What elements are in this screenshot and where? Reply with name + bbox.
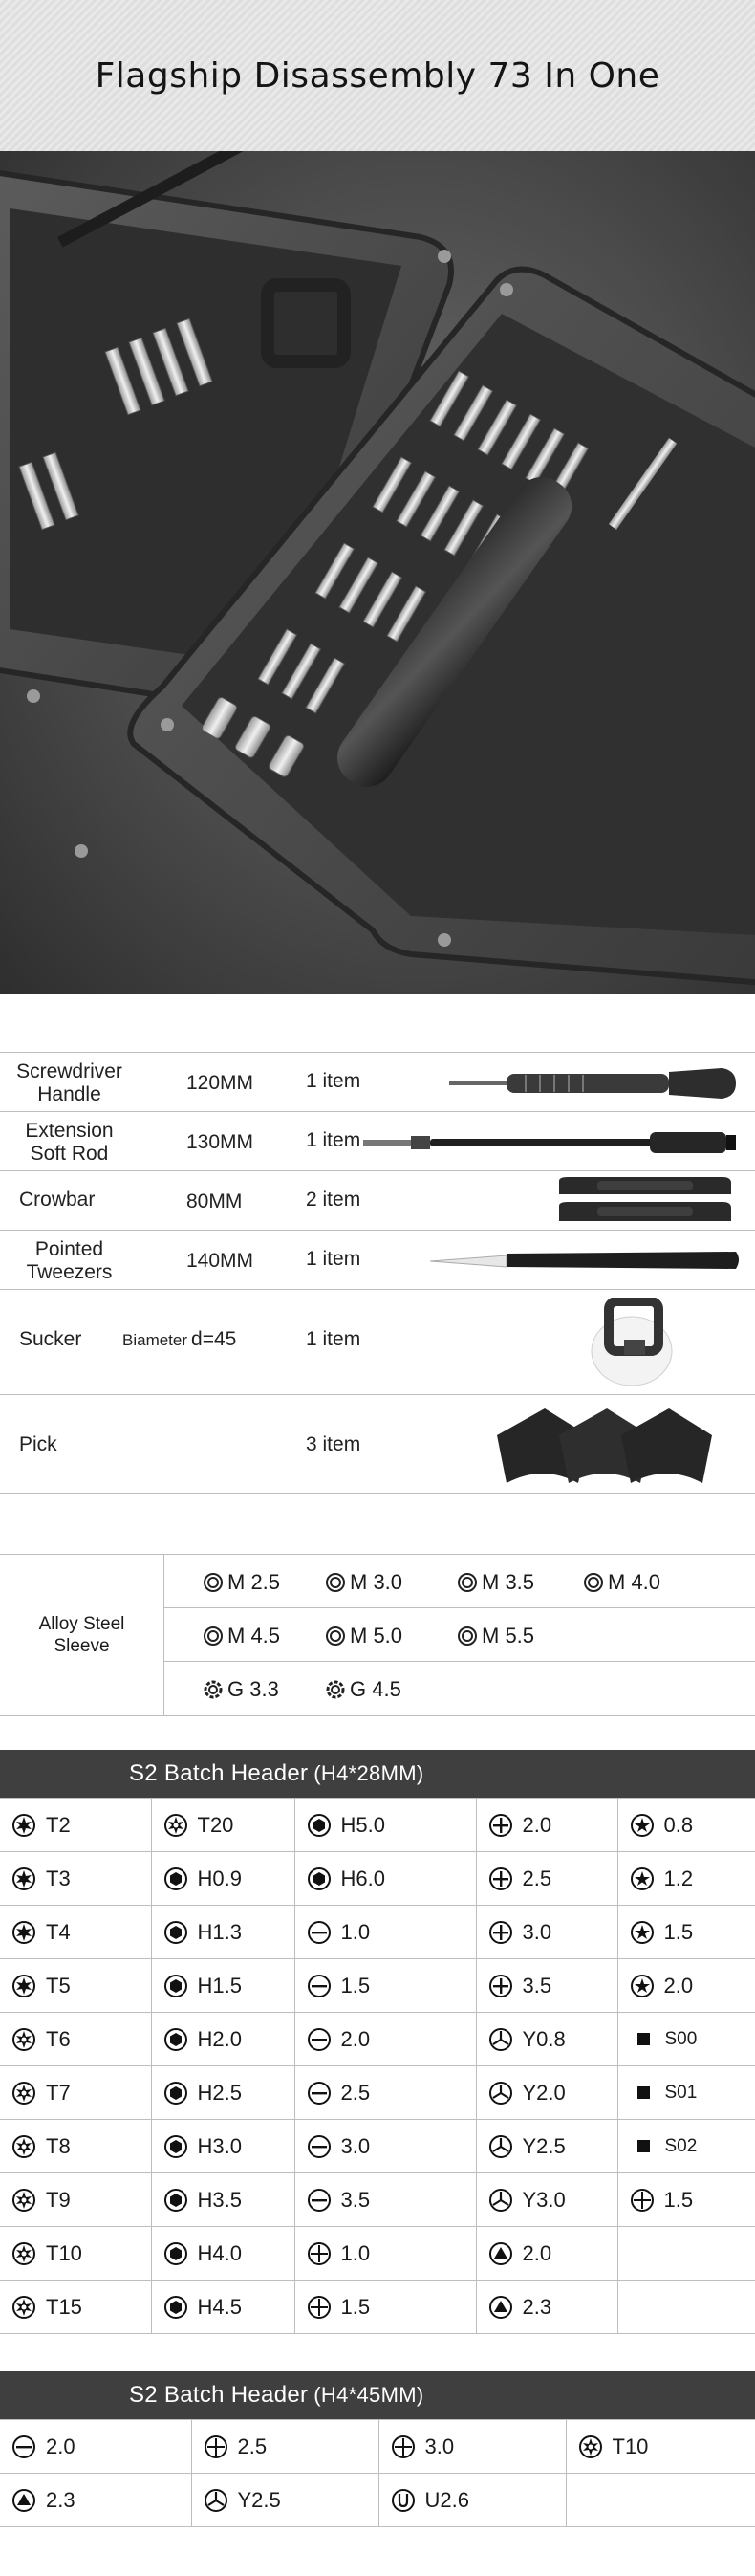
tweezers-icon	[430, 1248, 745, 1273]
bit-label: H2.5	[197, 2080, 242, 2105]
bit-label: T4	[46, 1919, 71, 1944]
bit-label: Y2.0	[522, 2080, 566, 2105]
bit-cell	[476, 2173, 617, 2227]
bit-row	[0, 2173, 755, 2227]
bit-cell	[294, 1959, 476, 2013]
bit-label: 0.8	[663, 1812, 694, 1837]
tool-size: 120MM	[186, 1072, 254, 1094]
bit-cell	[191, 2474, 378, 2527]
triangle-icon	[11, 2488, 36, 2513]
bit-cell	[0, 1852, 151, 1906]
extension-rod-icon	[363, 1124, 745, 1162]
tool-qty: 3 item	[306, 1433, 361, 1455]
bit-row	[0, 1959, 755, 2013]
bit-cell	[294, 2013, 476, 2066]
bit-label: 3.0	[340, 2133, 371, 2158]
tool-size-prefix: Biameter	[122, 1331, 188, 1349]
bit-cell	[617, 2120, 755, 2173]
bit-label: 1.0	[340, 2240, 371, 2265]
s2-28-grid	[0, 1798, 755, 2334]
bit-cell	[617, 1799, 755, 1852]
bit-label: 3.5	[340, 2187, 371, 2212]
bit-cell	[151, 2013, 294, 2066]
s2-45-header	[0, 2371, 755, 2419]
bit-label: T7	[46, 2080, 71, 2105]
slotted-icon	[307, 1974, 332, 1998]
section-title: S2 Batch Header	[129, 2382, 309, 2408]
sleeve-item: M 2.5	[203, 1570, 280, 1595]
bit-label: 2.3	[522, 2294, 552, 2319]
tool-name: Crowbar	[19, 1189, 96, 1211]
crowbar-icon	[554, 1175, 736, 1229]
bit-cell	[151, 2227, 294, 2281]
bit-cell	[151, 1906, 294, 1959]
bit-label: 3.0	[424, 2434, 455, 2458]
bit-cell	[0, 1959, 151, 2013]
bit-cell	[0, 2013, 151, 2066]
bit-label: 1.5	[340, 1973, 371, 1997]
nut-icon	[325, 1626, 346, 1647]
hex-icon	[307, 1867, 332, 1891]
bit-label: T15	[46, 2294, 82, 2319]
bit-cell	[378, 2420, 566, 2474]
product-photo	[0, 151, 755, 994]
bit-cell	[151, 1852, 294, 1906]
tri-wing-icon	[204, 2488, 228, 2513]
sleeve-item: M 5.0	[325, 1624, 402, 1648]
sleeve-item: M 3.5	[457, 1570, 534, 1595]
bit-cell	[476, 2120, 617, 2173]
bit-label: T9	[46, 2187, 71, 2212]
bit-label: 1.5	[663, 2187, 694, 2212]
bit-cell	[566, 2420, 755, 2474]
hex-icon	[163, 1920, 188, 1945]
bit-label: 2.0	[522, 2240, 552, 2265]
tool-size: 140MM	[186, 1250, 254, 1272]
slotted-icon	[307, 2027, 332, 2052]
bit-label: S00	[664, 2028, 698, 2049]
bit-cell	[0, 2474, 191, 2527]
hex-icon	[163, 1867, 188, 1891]
bit-label: 3.0	[522, 1919, 552, 1944]
torx-security-icon	[578, 2434, 603, 2459]
bit-label: T8	[46, 2133, 71, 2158]
nut-icon	[325, 1572, 346, 1593]
bit-label: U2.6	[424, 2487, 469, 2512]
pentalobe-icon	[630, 1813, 655, 1838]
bit-cell	[378, 2474, 566, 2527]
torx-security-icon	[11, 2027, 36, 2052]
nut-icon	[203, 1572, 224, 1593]
tool-row-extension-rod	[0, 1111, 755, 1170]
sleeve-item: G 4.5	[325, 1677, 401, 1702]
bit-label: T10	[612, 2434, 649, 2458]
torx-icon	[11, 1867, 36, 1891]
phillips-icon	[488, 1813, 513, 1838]
pentalobe-icon	[630, 1920, 655, 1945]
bit-label: S01	[664, 2082, 698, 2103]
phillips-icon	[488, 1920, 513, 1945]
tool-name: Pointed Tweezers	[26, 1238, 113, 1283]
slotted-icon	[307, 2134, 332, 2159]
bit-label: 2.5	[340, 2080, 371, 2105]
tool-size: 80MM	[186, 1190, 243, 1212]
tool-row-tweezers	[0, 1230, 755, 1289]
bit-cell	[617, 2227, 755, 2281]
slotted-icon	[307, 2188, 332, 2213]
sleeve-label: Alloy Steel Sleeve	[0, 1555, 164, 1715]
bit-label: H3.0	[197, 2133, 242, 2158]
bit-label: 2.3	[46, 2487, 76, 2512]
tool-qty: 2 item	[306, 1189, 361, 1211]
page-header	[0, 0, 755, 151]
toolkit-illustration	[0, 151, 755, 994]
tool-qty: 1 item	[306, 1248, 361, 1270]
bit-cell	[617, 1852, 755, 1906]
tool-name: Screwdriver Handle	[16, 1060, 122, 1105]
bit-cell	[151, 1959, 294, 2013]
bit-cell	[476, 2013, 617, 2066]
bit-label: 1.5	[663, 1919, 694, 1944]
bit-cell	[0, 1906, 151, 1959]
bit-cell	[0, 2173, 151, 2227]
bit-label: T3	[46, 1866, 71, 1890]
bit-label: T2	[46, 1812, 71, 1837]
bit-cell	[294, 1852, 476, 1906]
bit-row	[0, 1799, 755, 1852]
s2-45-grid	[0, 2419, 755, 2527]
hex-icon	[163, 1974, 188, 1998]
torx-security-icon	[11, 2188, 36, 2213]
tool-name: Extension Soft Rod	[25, 1120, 114, 1165]
s2-28-header	[0, 1750, 755, 1798]
torx-security-icon	[11, 2134, 36, 2159]
bit-cell	[151, 2173, 294, 2227]
bit-label: 2.0	[340, 2026, 371, 2051]
bit-label: 2.0	[663, 1973, 694, 1997]
bit-label: 1.5	[340, 2294, 371, 2319]
screwdriver-handle-icon	[449, 1064, 745, 1102]
bit-label: 3.5	[522, 1973, 552, 1997]
bit-cell	[294, 2281, 476, 2334]
bit-row	[0, 2227, 755, 2281]
pick-icon	[497, 1407, 726, 1487]
page-title: Flagship Disassembly 73 In One	[95, 55, 660, 96]
bit-cell	[0, 2066, 151, 2120]
bit-cell	[151, 2066, 294, 2120]
section-subtitle: (H4*28MM)	[313, 1761, 424, 1785]
u-shape-icon	[391, 2488, 416, 2513]
tool-name: Pick	[19, 1433, 57, 1455]
hex-icon	[307, 1813, 332, 1838]
section-subtitle: (H4*45MM)	[313, 2383, 424, 2407]
sleeve-row	[164, 1555, 755, 1608]
tool-qty: 1 item	[306, 1129, 361, 1151]
sleeve-item: M 4.0	[583, 1570, 660, 1595]
pentalobe-icon	[630, 1974, 655, 1998]
tool-qty: 1 item	[306, 1328, 361, 1350]
sleeve-row	[164, 1608, 755, 1662]
tool-size: d=45	[191, 1328, 237, 1350]
torx-security-icon	[11, 2295, 36, 2320]
bit-label: 2.0	[522, 1812, 552, 1837]
bit-cell	[294, 2120, 476, 2173]
cross-icon	[307, 2295, 332, 2320]
hex-icon	[163, 2295, 188, 2320]
hex-icon	[163, 2081, 188, 2106]
tri-wing-icon	[488, 2027, 513, 2052]
bit-cell	[617, 2173, 755, 2227]
torx-security-icon	[11, 2081, 36, 2106]
sleeve-item: G 3.3	[203, 1677, 279, 1702]
nut-icon	[457, 1572, 478, 1593]
bit-label: H0.9	[197, 1866, 242, 1890]
bit-cell	[294, 1906, 476, 1959]
square-icon	[637, 2086, 650, 2099]
sleeve-row	[164, 1662, 755, 1715]
triangle-icon	[488, 2241, 513, 2266]
bit-cell	[476, 1906, 617, 1959]
bit-cell	[476, 2281, 617, 2334]
cross-icon	[391, 2434, 416, 2459]
bit-cell	[151, 2281, 294, 2334]
hex-icon	[163, 2188, 188, 2213]
bit-row	[0, 2066, 755, 2120]
hex-icon	[163, 2134, 188, 2159]
tri-wing-icon	[488, 2081, 513, 2106]
slotted-icon	[11, 2434, 36, 2459]
bit-row	[0, 2281, 755, 2334]
bit-label: S02	[664, 2135, 698, 2156]
bit-label: Y0.8	[522, 2026, 566, 2051]
bit-label: H6.0	[340, 1866, 385, 1890]
sleeve-item: M 4.5	[203, 1624, 280, 1648]
section-title: S2 Batch Header	[129, 1760, 309, 1786]
bit-cell	[617, 2066, 755, 2120]
bit-label: 1.2	[663, 1866, 694, 1890]
tool-list	[0, 1052, 755, 1494]
bit-cell	[476, 1852, 617, 1906]
bit-cell	[566, 2474, 755, 2527]
sucker-icon	[588, 1298, 683, 1389]
hex-icon	[163, 2241, 188, 2266]
bit-label: T20	[197, 1812, 234, 1837]
bit-row	[0, 1852, 755, 1906]
tool-row-screwdriver-handle	[0, 1052, 755, 1111]
bit-label: H4.0	[197, 2240, 242, 2265]
alloy-steel-sleeve	[0, 1554, 755, 1716]
nut-icon	[457, 1626, 478, 1647]
phillips-icon	[488, 1974, 513, 1998]
bit-cell	[617, 2013, 755, 2066]
bit-label: Y3.0	[522, 2187, 566, 2212]
bit-label: T5	[46, 1973, 71, 1997]
tri-wing-icon	[488, 2134, 513, 2159]
bit-label: H5.0	[340, 1812, 385, 1837]
bit-label: Y2.5	[237, 2487, 281, 2512]
bit-label: 2.0	[46, 2434, 76, 2458]
torx-security-icon	[11, 2241, 36, 2266]
bit-row	[0, 1906, 755, 1959]
slotted-icon	[307, 2081, 332, 2106]
sleeve-item: M 5.5	[457, 1624, 534, 1648]
bit-label: H1.5	[197, 1973, 242, 1997]
bit-cell	[476, 2066, 617, 2120]
gear-nut-icon	[203, 1679, 224, 1700]
bit-cell	[294, 2173, 476, 2227]
triangle-icon	[488, 2295, 513, 2320]
nut-icon	[203, 1626, 224, 1647]
bit-label: 1.0	[340, 1919, 371, 1944]
bit-label: Y2.5	[522, 2133, 566, 2158]
cross-icon	[630, 2188, 655, 2213]
bit-cell	[0, 2227, 151, 2281]
bit-label: T6	[46, 2026, 71, 2051]
torx-security-icon	[163, 1813, 188, 1838]
bit-label: H2.0	[197, 2026, 242, 2051]
phillips-icon	[488, 1867, 513, 1891]
torx-icon	[11, 1813, 36, 1838]
bit-row	[0, 2120, 755, 2173]
bit-label: 2.5	[237, 2434, 268, 2458]
slotted-icon	[307, 1920, 332, 1945]
bit-cell	[0, 2420, 191, 2474]
bit-cell	[294, 2066, 476, 2120]
gear-nut-icon	[325, 1679, 346, 1700]
cross-icon	[204, 2434, 228, 2459]
tri-wing-icon	[488, 2188, 513, 2213]
bit-cell	[476, 2227, 617, 2281]
sleeve-item: M 3.0	[325, 1570, 402, 1595]
bit-cell	[617, 1959, 755, 2013]
bit-row	[0, 2013, 755, 2066]
bit-row	[0, 2420, 755, 2474]
tool-row-pick	[0, 1394, 755, 1494]
bit-label: 2.5	[522, 1866, 552, 1890]
bit-cell	[476, 1959, 617, 2013]
hex-icon	[163, 2027, 188, 2052]
tool-size: 130MM	[186, 1131, 254, 1153]
bit-cell	[294, 2227, 476, 2281]
square-icon	[637, 2033, 650, 2045]
bit-cell	[0, 2120, 151, 2173]
bit-label: H3.5	[197, 2187, 242, 2212]
bit-cell	[294, 1799, 476, 1852]
bit-cell	[617, 1906, 755, 1959]
bit-cell	[0, 2281, 151, 2334]
bit-label: T10	[46, 2240, 82, 2265]
bit-cell	[0, 1799, 151, 1852]
square-icon	[637, 2140, 650, 2152]
bit-label: H1.3	[197, 1919, 242, 1944]
tool-name: Sucker	[19, 1328, 82, 1350]
bit-cell	[476, 1799, 617, 1852]
cross-icon	[307, 2241, 332, 2266]
bit-cell	[151, 2120, 294, 2173]
bit-cell	[151, 1799, 294, 1852]
pentalobe-icon	[630, 1867, 655, 1891]
bit-label: H4.5	[197, 2294, 242, 2319]
bit-row	[0, 2474, 755, 2527]
torx-icon	[11, 1920, 36, 1945]
tool-row-sucker	[0, 1289, 755, 1394]
tool-row-crowbar	[0, 1170, 755, 1230]
nut-icon	[583, 1572, 604, 1593]
tool-qty: 1 item	[306, 1070, 361, 1092]
bit-cell	[617, 2281, 755, 2334]
bit-cell	[191, 2420, 378, 2474]
torx-icon	[11, 1974, 36, 1998]
